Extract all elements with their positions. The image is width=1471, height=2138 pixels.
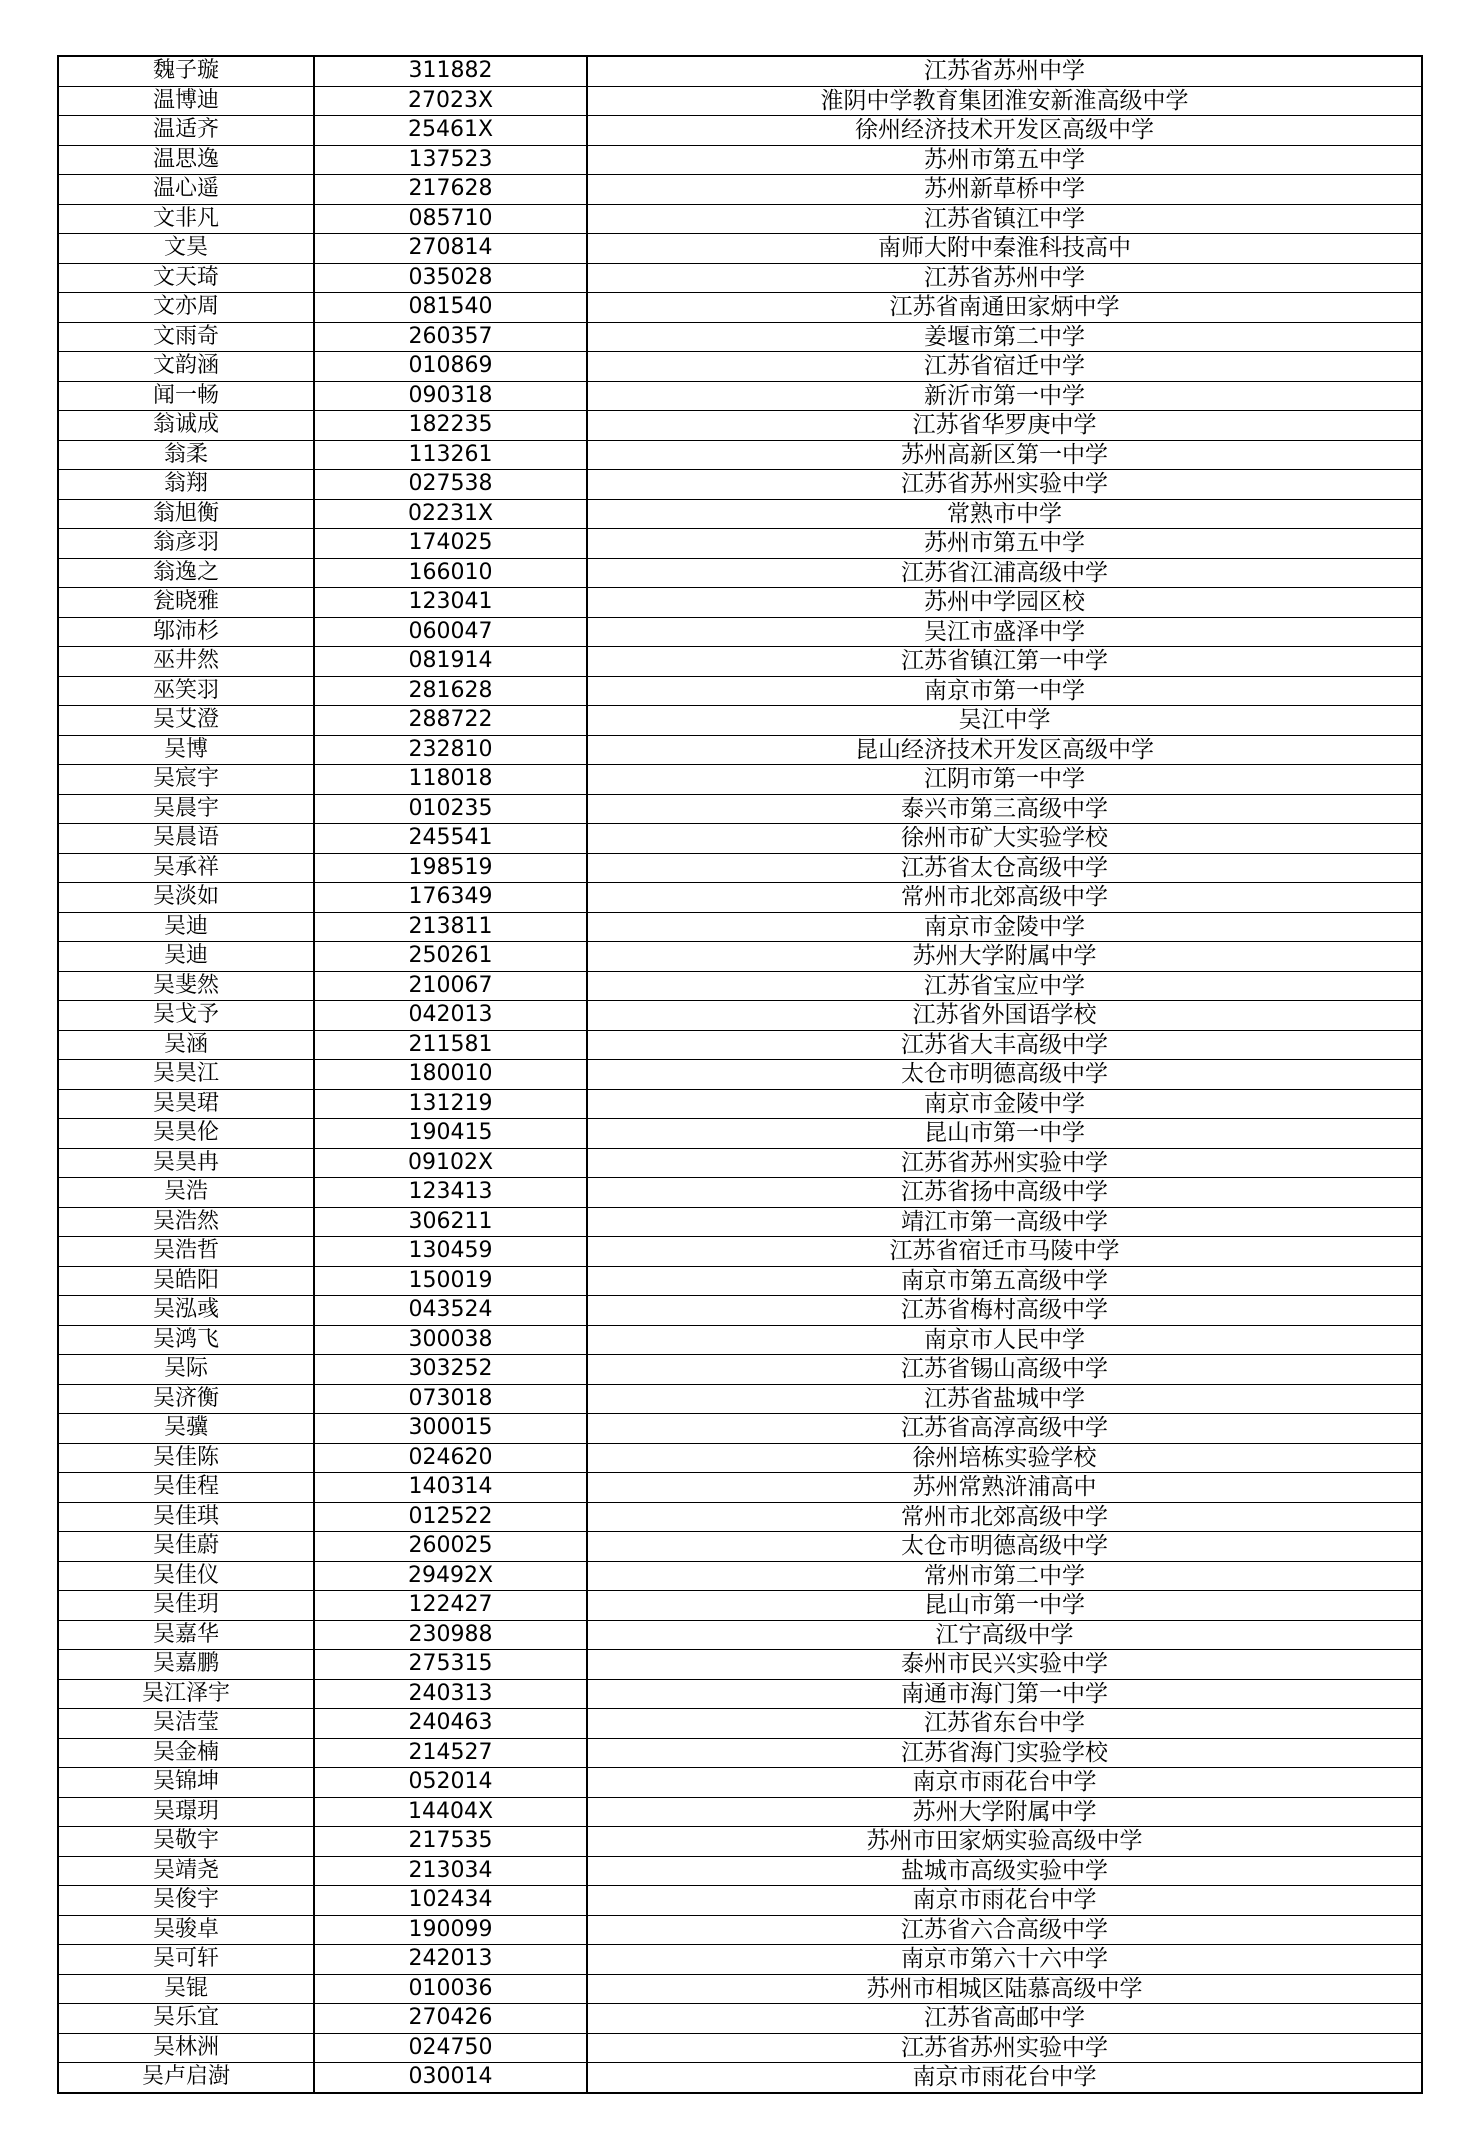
id-number-cell: 281628	[314, 676, 587, 706]
school-name-cell: 常州市第二中学	[587, 1561, 1422, 1591]
student-name-cell: 文雨奇	[58, 322, 314, 352]
id-number-cell: 240313	[314, 1679, 587, 1709]
id-number-cell: 230988	[314, 1620, 587, 1650]
student-name-cell: 吴林洲	[58, 2033, 314, 2063]
student-name-cell: 吴佳仪	[58, 1561, 314, 1591]
school-name-cell: 苏州市田家炳实验高级中学	[587, 1827, 1422, 1857]
id-number-cell: 166010	[314, 558, 587, 588]
student-name-cell: 翁逸之	[58, 558, 314, 588]
student-name-cell: 吴昊冉	[58, 1148, 314, 1178]
table-row	[58, 263, 1422, 293]
school-name-cell: 江苏省高邮中学	[587, 2004, 1422, 2034]
student-name-cell: 吴济衡	[58, 1384, 314, 1414]
table-row	[58, 1325, 1422, 1355]
table-row	[58, 116, 1422, 146]
student-name-cell: 吴靖尧	[58, 1856, 314, 1886]
id-number-cell: 140314	[314, 1473, 587, 1503]
school-name-cell: 江苏省高淳高级中学	[587, 1414, 1422, 1444]
table-row	[58, 1207, 1422, 1237]
table-row	[58, 1001, 1422, 1031]
id-number-cell: 02231X	[314, 499, 587, 529]
id-number-cell: 024620	[314, 1443, 587, 1473]
id-number-cell: 25461X	[314, 116, 587, 146]
id-number-cell: 052014	[314, 1768, 587, 1798]
student-name-cell: 翁诚成	[58, 411, 314, 441]
id-number-cell: 150019	[314, 1266, 587, 1296]
student-name-cell: 吴敬宇	[58, 1827, 314, 1857]
table-row	[58, 1886, 1422, 1916]
school-name-cell: 江苏省苏州中学	[587, 263, 1422, 293]
id-number-cell: 214527	[314, 1738, 587, 1768]
id-number-cell: 300038	[314, 1325, 587, 1355]
school-name-cell: 江苏省苏州实验中学	[587, 470, 1422, 500]
school-name-cell: 江苏省海门实验学校	[587, 1738, 1422, 1768]
student-name-cell: 吴浩哲	[58, 1237, 314, 1267]
table-row	[58, 293, 1422, 323]
id-number-cell: 303252	[314, 1355, 587, 1385]
student-name-cell: 吴皓阳	[58, 1266, 314, 1296]
school-name-cell: 姜堰市第二中学	[587, 322, 1422, 352]
id-number-cell: 180010	[314, 1060, 587, 1090]
id-number-cell: 190099	[314, 1915, 587, 1945]
student-name-cell: 吴锟	[58, 1974, 314, 2004]
school-name-cell: 南京市金陵中学	[587, 912, 1422, 942]
school-name-cell: 江苏省宿迁市马陵中学	[587, 1237, 1422, 1267]
table-row	[58, 676, 1422, 706]
school-name-cell: 盐城市高级实验中学	[587, 1856, 1422, 1886]
school-name-cell: 江苏省大丰高级中学	[587, 1030, 1422, 1060]
student-name-cell: 巫笑羽	[58, 676, 314, 706]
student-name-cell: 巫井然	[58, 647, 314, 677]
table-row	[58, 1473, 1422, 1503]
table-row	[58, 765, 1422, 795]
school-name-cell: 江苏省宿迁中学	[587, 352, 1422, 382]
student-name-cell: 吴江泽宇	[58, 1679, 314, 1709]
table-row	[58, 794, 1422, 824]
school-name-cell: 江苏省华罗庚中学	[587, 411, 1422, 441]
student-name-cell: 文亦周	[58, 293, 314, 323]
table-row	[58, 1414, 1422, 1444]
table-row	[58, 411, 1422, 441]
student-name-cell: 吴骏卓	[58, 1915, 314, 1945]
school-name-cell: 南通市海门第一中学	[587, 1679, 1422, 1709]
table-row	[58, 1797, 1422, 1827]
id-number-cell: 137523	[314, 145, 587, 175]
id-number-cell: 245541	[314, 824, 587, 854]
table-row	[58, 175, 1422, 205]
student-name-cell: 吴晨宇	[58, 794, 314, 824]
school-name-cell: 南京市第一中学	[587, 676, 1422, 706]
student-name-cell: 吴乐宜	[58, 2004, 314, 2034]
table-row	[58, 853, 1422, 883]
student-name-cell: 瓮晓雅	[58, 588, 314, 618]
id-number-cell: 123041	[314, 588, 587, 618]
id-number-cell: 131219	[314, 1089, 587, 1119]
id-number-cell: 190415	[314, 1119, 587, 1149]
school-name-cell: 南京市金陵中学	[587, 1089, 1422, 1119]
school-name-cell: 南京市雨花台中学	[587, 1768, 1422, 1798]
id-number-cell: 090318	[314, 381, 587, 411]
school-name-cell: 泰州市民兴实验中学	[587, 1650, 1422, 1680]
school-name-cell: 江苏省扬中高级中学	[587, 1178, 1422, 1208]
table-row	[58, 1650, 1422, 1680]
id-number-cell: 010869	[314, 352, 587, 382]
table-row	[58, 352, 1422, 382]
table-row	[58, 706, 1422, 736]
school-name-cell: 江苏省苏州实验中学	[587, 2033, 1422, 2063]
student-name-cell: 吴佳玥	[58, 1591, 314, 1621]
student-name-cell: 文非凡	[58, 204, 314, 234]
table-row	[58, 647, 1422, 677]
table-row	[58, 971, 1422, 1001]
student-name-cell: 闻一畅	[58, 381, 314, 411]
id-number-cell: 081914	[314, 647, 587, 677]
id-number-cell: 270814	[314, 234, 587, 264]
student-name-cell: 吴昊江	[58, 1060, 314, 1090]
student-name-cell: 吴晨语	[58, 824, 314, 854]
student-name-cell: 吴迪	[58, 912, 314, 942]
student-name-cell: 吴昊珺	[58, 1089, 314, 1119]
school-name-cell: 江苏省苏州中学	[587, 56, 1422, 86]
student-name-cell: 魏子璇	[58, 56, 314, 86]
table-row	[58, 1915, 1422, 1945]
table-row	[58, 1679, 1422, 1709]
school-name-cell: 南京市第五高级中学	[587, 1266, 1422, 1296]
id-number-cell: 242013	[314, 1945, 587, 1975]
student-name-cell: 吴浩然	[58, 1207, 314, 1237]
id-number-cell: 217628	[314, 175, 587, 205]
student-name-cell: 吴佳陈	[58, 1443, 314, 1473]
table-row	[58, 1148, 1422, 1178]
table-row	[58, 942, 1422, 972]
school-name-cell: 江阴市第一中学	[587, 765, 1422, 795]
id-number-cell: 043524	[314, 1296, 587, 1326]
school-name-cell: 南师大附中秦淮科技高中	[587, 234, 1422, 264]
student-name-cell: 吴泓彧	[58, 1296, 314, 1326]
table-row	[58, 2004, 1422, 2034]
table-row	[58, 1827, 1422, 1857]
table-row	[58, 1384, 1422, 1414]
school-name-cell: 江苏省苏州实验中学	[587, 1148, 1422, 1178]
school-name-cell: 常熟市中学	[587, 499, 1422, 529]
student-name-cell: 吴淡如	[58, 883, 314, 913]
school-name-cell: 南京市第六十六中学	[587, 1945, 1422, 1975]
id-number-cell: 042013	[314, 1001, 587, 1031]
table-row	[58, 529, 1422, 559]
school-name-cell: 江苏省东台中学	[587, 1709, 1422, 1739]
id-number-cell: 250261	[314, 942, 587, 972]
student-name-cell: 翁彦羽	[58, 529, 314, 559]
table-row	[58, 1591, 1422, 1621]
school-name-cell: 靖江市第一高级中学	[587, 1207, 1422, 1237]
school-name-cell: 徐州培栋实验学校	[587, 1443, 1422, 1473]
school-name-cell: 吴江市盛泽中学	[587, 617, 1422, 647]
school-name-cell: 常州市北郊高级中学	[587, 1502, 1422, 1532]
student-name-cell: 吴宸宇	[58, 765, 314, 795]
id-number-cell: 113261	[314, 440, 587, 470]
table-row	[58, 1237, 1422, 1267]
id-number-cell: 024750	[314, 2033, 587, 2063]
id-number-cell: 035028	[314, 263, 587, 293]
student-name-cell: 翁旭衡	[58, 499, 314, 529]
student-name-cell: 翁柔	[58, 440, 314, 470]
table-row	[58, 86, 1422, 116]
table-row	[58, 1945, 1422, 1975]
id-number-cell: 270426	[314, 2004, 587, 2034]
table-row	[58, 735, 1422, 765]
student-name-cell: 吴璟玥	[58, 1797, 314, 1827]
id-number-cell: 081540	[314, 293, 587, 323]
id-number-cell: 102434	[314, 1886, 587, 1916]
school-name-cell: 江苏省六合高级中学	[587, 1915, 1422, 1945]
school-name-cell: 江苏省盐城中学	[587, 1384, 1422, 1414]
table-row	[58, 1119, 1422, 1149]
student-name-cell: 吴博	[58, 735, 314, 765]
table-row	[58, 1856, 1422, 1886]
table-row	[58, 912, 1422, 942]
school-name-cell: 泰兴市第三高级中学	[587, 794, 1422, 824]
id-number-cell: 300015	[314, 1414, 587, 1444]
table-row	[58, 1266, 1422, 1296]
student-name-cell: 温思逸	[58, 145, 314, 175]
school-name-cell: 徐州经济技术开发区高级中学	[587, 116, 1422, 146]
student-name-cell: 吴卢启澍	[58, 2063, 314, 2093]
id-number-cell: 217535	[314, 1827, 587, 1857]
id-number-cell: 130459	[314, 1237, 587, 1267]
id-number-cell: 210067	[314, 971, 587, 1001]
school-name-cell: 吴江中学	[587, 706, 1422, 736]
id-number-cell: 260357	[314, 322, 587, 352]
student-name-cell: 吴佳蔚	[58, 1532, 314, 1562]
student-name-cell: 文韵涵	[58, 352, 314, 382]
student-name-cell: 翁翔	[58, 470, 314, 500]
school-name-cell: 苏州市第五中学	[587, 145, 1422, 175]
table-row	[58, 1443, 1422, 1473]
school-name-cell: 太仓市明德高级中学	[587, 1532, 1422, 1562]
table-row	[58, 1620, 1422, 1650]
student-name-cell: 温适齐	[58, 116, 314, 146]
id-number-cell: 27023X	[314, 86, 587, 116]
table-row	[58, 2063, 1422, 2093]
table-row	[58, 381, 1422, 411]
student-name-cell: 吴嘉华	[58, 1620, 314, 1650]
school-name-cell: 昆山市第一中学	[587, 1591, 1422, 1621]
table-row	[58, 322, 1422, 352]
roster-table-body	[58, 56, 1422, 2093]
table-row	[58, 824, 1422, 854]
table-row	[58, 145, 1422, 175]
id-number-cell: 211581	[314, 1030, 587, 1060]
student-name-cell: 吴艾澄	[58, 706, 314, 736]
table-row	[58, 1089, 1422, 1119]
table-row	[58, 440, 1422, 470]
school-name-cell: 苏州市第五中学	[587, 529, 1422, 559]
school-name-cell: 苏州中学园区校	[587, 588, 1422, 618]
id-number-cell: 123413	[314, 1178, 587, 1208]
table-row	[58, 1974, 1422, 2004]
student-name-cell: 邬沛杉	[58, 617, 314, 647]
id-number-cell: 29492X	[314, 1561, 587, 1591]
table-row	[58, 883, 1422, 913]
id-number-cell: 073018	[314, 1384, 587, 1414]
id-number-cell: 306211	[314, 1207, 587, 1237]
student-name-cell: 吴承祥	[58, 853, 314, 883]
table-row	[58, 1502, 1422, 1532]
student-name-cell: 吴可轩	[58, 1945, 314, 1975]
school-name-cell: 江苏省太仓高级中学	[587, 853, 1422, 883]
id-number-cell: 012522	[314, 1502, 587, 1532]
school-name-cell: 江苏省外国语学校	[587, 1001, 1422, 1031]
school-name-cell: 江苏省南通田家炳中学	[587, 293, 1422, 323]
student-name-cell: 吴涵	[58, 1030, 314, 1060]
table-row	[58, 1768, 1422, 1798]
id-number-cell: 122427	[314, 1591, 587, 1621]
school-name-cell: 淮阴中学教育集团淮安新淮高级中学	[587, 86, 1422, 116]
school-name-cell: 苏州市相城区陆慕高级中学	[587, 1974, 1422, 2004]
school-name-cell: 苏州大学附属中学	[587, 942, 1422, 972]
table-row	[58, 1709, 1422, 1739]
id-number-cell: 182235	[314, 411, 587, 441]
id-number-cell: 027538	[314, 470, 587, 500]
id-number-cell: 085710	[314, 204, 587, 234]
student-name-cell: 吴迪	[58, 942, 314, 972]
student-name-cell: 吴嘉鹏	[58, 1650, 314, 1680]
school-name-cell: 徐州市矿大实验学校	[587, 824, 1422, 854]
id-number-cell: 010235	[314, 794, 587, 824]
student-name-cell: 文天琦	[58, 263, 314, 293]
student-name-cell: 吴骥	[58, 1414, 314, 1444]
id-number-cell: 118018	[314, 765, 587, 795]
student-name-cell: 吴斐然	[58, 971, 314, 1001]
school-name-cell: 苏州常熟浒浦高中	[587, 1473, 1422, 1503]
school-name-cell: 常州市北郊高级中学	[587, 883, 1422, 913]
school-name-cell: 苏州新草桥中学	[587, 175, 1422, 205]
school-name-cell: 江苏省梅村高级中学	[587, 1296, 1422, 1326]
student-name-cell: 文昊	[58, 234, 314, 264]
id-number-cell: 060047	[314, 617, 587, 647]
school-name-cell: 昆山经济技术开发区高级中学	[587, 735, 1422, 765]
roster-table	[57, 55, 1423, 2094]
student-name-cell: 吴佳琪	[58, 1502, 314, 1532]
school-name-cell: 江苏省宝应中学	[587, 971, 1422, 1001]
id-number-cell: 240463	[314, 1709, 587, 1739]
school-name-cell: 南京市雨花台中学	[587, 2063, 1422, 2093]
student-name-cell: 吴戈予	[58, 1001, 314, 1031]
id-number-cell: 213034	[314, 1856, 587, 1886]
table-row	[58, 1296, 1422, 1326]
table-row	[58, 234, 1422, 264]
table-row	[58, 1561, 1422, 1591]
school-name-cell: 江苏省锡山高级中学	[587, 1355, 1422, 1385]
id-number-cell: 232810	[314, 735, 587, 765]
student-name-cell: 吴际	[58, 1355, 314, 1385]
table-row	[58, 1738, 1422, 1768]
school-name-cell: 新沂市第一中学	[587, 381, 1422, 411]
table-row	[58, 2033, 1422, 2063]
school-name-cell: 江苏省镇江中学	[587, 204, 1422, 234]
id-number-cell: 198519	[314, 853, 587, 883]
student-name-cell: 吴浩	[58, 1178, 314, 1208]
school-name-cell: 昆山市第一中学	[587, 1119, 1422, 1149]
id-number-cell: 213811	[314, 912, 587, 942]
id-number-cell: 176349	[314, 883, 587, 913]
school-name-cell: 江苏省江浦高级中学	[587, 558, 1422, 588]
student-name-cell: 吴金楠	[58, 1738, 314, 1768]
school-name-cell: 南京市人民中学	[587, 1325, 1422, 1355]
school-name-cell: 苏州高新区第一中学	[587, 440, 1422, 470]
student-name-cell: 温心遥	[58, 175, 314, 205]
table-row	[58, 588, 1422, 618]
id-number-cell: 311882	[314, 56, 587, 86]
table-row	[58, 499, 1422, 529]
student-name-cell: 温博迪	[58, 86, 314, 116]
table-row	[58, 558, 1422, 588]
table-row	[58, 1060, 1422, 1090]
id-number-cell: 14404X	[314, 1797, 587, 1827]
table-row	[58, 617, 1422, 647]
table-row	[58, 470, 1422, 500]
table-row	[58, 1532, 1422, 1562]
table-row	[58, 1355, 1422, 1385]
school-name-cell: 江宁高级中学	[587, 1620, 1422, 1650]
table-row	[58, 204, 1422, 234]
id-number-cell: 288722	[314, 706, 587, 736]
student-name-cell: 吴昊伦	[58, 1119, 314, 1149]
table-row	[58, 1178, 1422, 1208]
student-name-cell: 吴鸿飞	[58, 1325, 314, 1355]
id-number-cell: 010036	[314, 1974, 587, 2004]
student-name-cell: 吴洁莹	[58, 1709, 314, 1739]
id-number-cell: 275315	[314, 1650, 587, 1680]
school-name-cell: 苏州大学附属中学	[587, 1797, 1422, 1827]
student-name-cell: 吴锦坤	[58, 1768, 314, 1798]
student-name-cell: 吴佳程	[58, 1473, 314, 1503]
school-name-cell: 太仓市明德高级中学	[587, 1060, 1422, 1090]
table-row	[58, 56, 1422, 86]
id-number-cell: 174025	[314, 529, 587, 559]
id-number-cell: 09102X	[314, 1148, 587, 1178]
id-number-cell: 260025	[314, 1532, 587, 1562]
id-number-cell: 030014	[314, 2063, 587, 2093]
school-name-cell: 江苏省镇江第一中学	[587, 647, 1422, 677]
table-row	[58, 1030, 1422, 1060]
student-name-cell: 吴俊宇	[58, 1886, 314, 1916]
school-name-cell: 南京市雨花台中学	[587, 1886, 1422, 1916]
